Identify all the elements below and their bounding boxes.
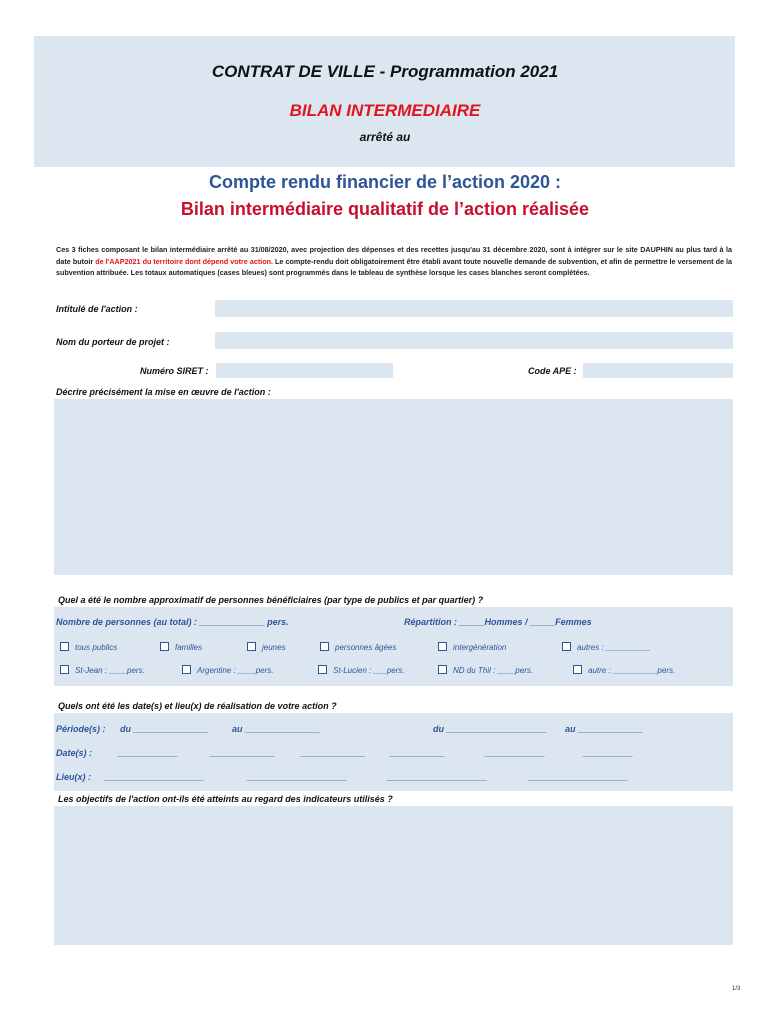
section-title-bilan: Bilan intermédiaire qualitatif de l’action réalisée (180, 199, 590, 219)
intro-text-red: de l'AAP2021 du territoire dont dépend votre action. (95, 256, 273, 266)
document-subtitle: BILAN INTERMEDIAIRE (289, 101, 481, 120)
periode-du-2[interactable]: du ____________________ (433, 724, 547, 734)
siret-label: Numéro SIRET : (140, 366, 209, 376)
checkbox-icon (438, 665, 447, 674)
checkbox-icon (562, 642, 571, 651)
beneficiaires-question: Quel a été le nombre approximatif de personnes bénéficiaires (par type de publics et par quartier) ? (58, 595, 484, 605)
checkbox-familles[interactable]: familles (160, 642, 202, 652)
checkbox-icon (438, 642, 447, 651)
checkbox-autre-quartier[interactable]: autre : __________pers. (573, 665, 675, 675)
intitule-field[interactable] (215, 300, 733, 317)
lieu-input-1[interactable]: ____________________ (104, 772, 205, 782)
ape-label: Code APE : (528, 366, 577, 376)
intro-text-2: Le compte-rendu doit obligatoirement être établi avant toute nouvelle demande de subvention, et afin de permettre le versement de la subvention attribuée. Les totaux automatiques (cases bleues) sont programmés dans le tableau de synthèse lorsque les cases blanches seront complétées. (56, 256, 733, 277)
lieu-input-2[interactable]: ____________________ (247, 772, 348, 782)
checkbox-nd-du-thil[interactable]: ND du Thil : ____pers. (438, 665, 533, 675)
checkbox-tous-publics[interactable]: tous publics (60, 642, 117, 652)
periode-du-1[interactable]: du _______________ (120, 724, 209, 734)
porteur-field[interactable] (215, 332, 733, 349)
checkbox-icon (320, 642, 329, 651)
date-input-3[interactable]: _____________ (300, 748, 366, 758)
checkbox-jeunes[interactable]: jeunes (247, 642, 286, 652)
arrete-label: arrêté au (359, 130, 411, 144)
checkbox-icon (60, 665, 69, 674)
intitule-label: Intitulé de l'action : (56, 304, 138, 314)
dates-question: Quels ont été les date(s) et lieu(x) de réalisation de votre action ? (58, 701, 337, 711)
checkbox-st-lucien[interactable]: St-Lucien : ___pers. (318, 665, 405, 675)
periode-label: Période(s) : (56, 724, 106, 734)
objectifs-textarea[interactable] (54, 806, 733, 945)
intro-text-1: Ces 3 fiches composant le bilan intermédiaire arrêté au 31/08/2020, avec projection des dépenses et des recettes jusqu'au 31 décembre 2020, sont à intégrer sur le site DAUPHIN au plus tard à la date butoir (56, 245, 732, 266)
checkbox-intergeneration[interactable]: intergénération (438, 642, 506, 652)
date-input-5[interactable]: ____________ (485, 748, 546, 758)
hommes-input[interactable]: _____Hommes / (459, 617, 528, 627)
lieu-input-4[interactable]: ____________________ (528, 772, 629, 782)
checkbox-icon (573, 665, 582, 674)
date-input-2[interactable]: _____________ (210, 748, 276, 758)
checkbox-icon (60, 642, 69, 651)
checkbox-autres[interactable]: autres : __________ (562, 642, 650, 652)
decrire-label: Décrire précisément la mise en œuvre de l'action : (56, 387, 271, 397)
periode-au-2[interactable]: au _____________ (565, 724, 644, 734)
intro-paragraph (56, 244, 732, 279)
section-title-compte: Compte rendu financier de l’action 2020 : (208, 172, 562, 192)
femmes-input[interactable]: _____Femmes (530, 617, 592, 627)
checkbox-icon (318, 665, 327, 674)
objectifs-question: Les objectifs de l'action ont-ils été atteints au regard des indicateurs utilisés ? (58, 794, 393, 804)
siret-field[interactable] (216, 363, 393, 378)
checkbox-icon (182, 665, 191, 674)
lieux-label: Lieu(x) : (56, 772, 91, 782)
checkbox-personnes-agees[interactable]: personnes âgées (320, 642, 396, 652)
porteur-label: Nom du porteur de projet : (56, 337, 170, 347)
description-textarea[interactable] (54, 399, 733, 575)
checkbox-icon (160, 642, 169, 651)
document-title: CONTRAT DE VILLE - Programmation 2021 (211, 62, 559, 81)
dates-label: Date(s) : (56, 748, 93, 758)
checkbox-st-jean[interactable]: St-Jean : ____pers. (60, 665, 145, 675)
checkbox-argentine[interactable]: Argentine : ____pers. (182, 665, 274, 675)
periode-au-1[interactable]: au _______________ (232, 724, 321, 734)
nombre-label: Nombre de personnes (au total) : _____________ pers. (56, 617, 289, 627)
date-input-4[interactable]: ___________ (390, 748, 446, 758)
checkbox-icon (247, 642, 256, 651)
page-number: 1/3 (732, 986, 741, 992)
date-input-6[interactable]: __________ (583, 748, 634, 758)
repartition-label: Répartition : _____Hommes / _____Femmes (404, 617, 592, 627)
nombre-input[interactable]: _____________ (199, 617, 265, 627)
lieu-input-3[interactable]: ____________________ (387, 772, 488, 782)
date-input-1[interactable]: ____________ (118, 748, 179, 758)
ape-field[interactable] (583, 363, 733, 378)
